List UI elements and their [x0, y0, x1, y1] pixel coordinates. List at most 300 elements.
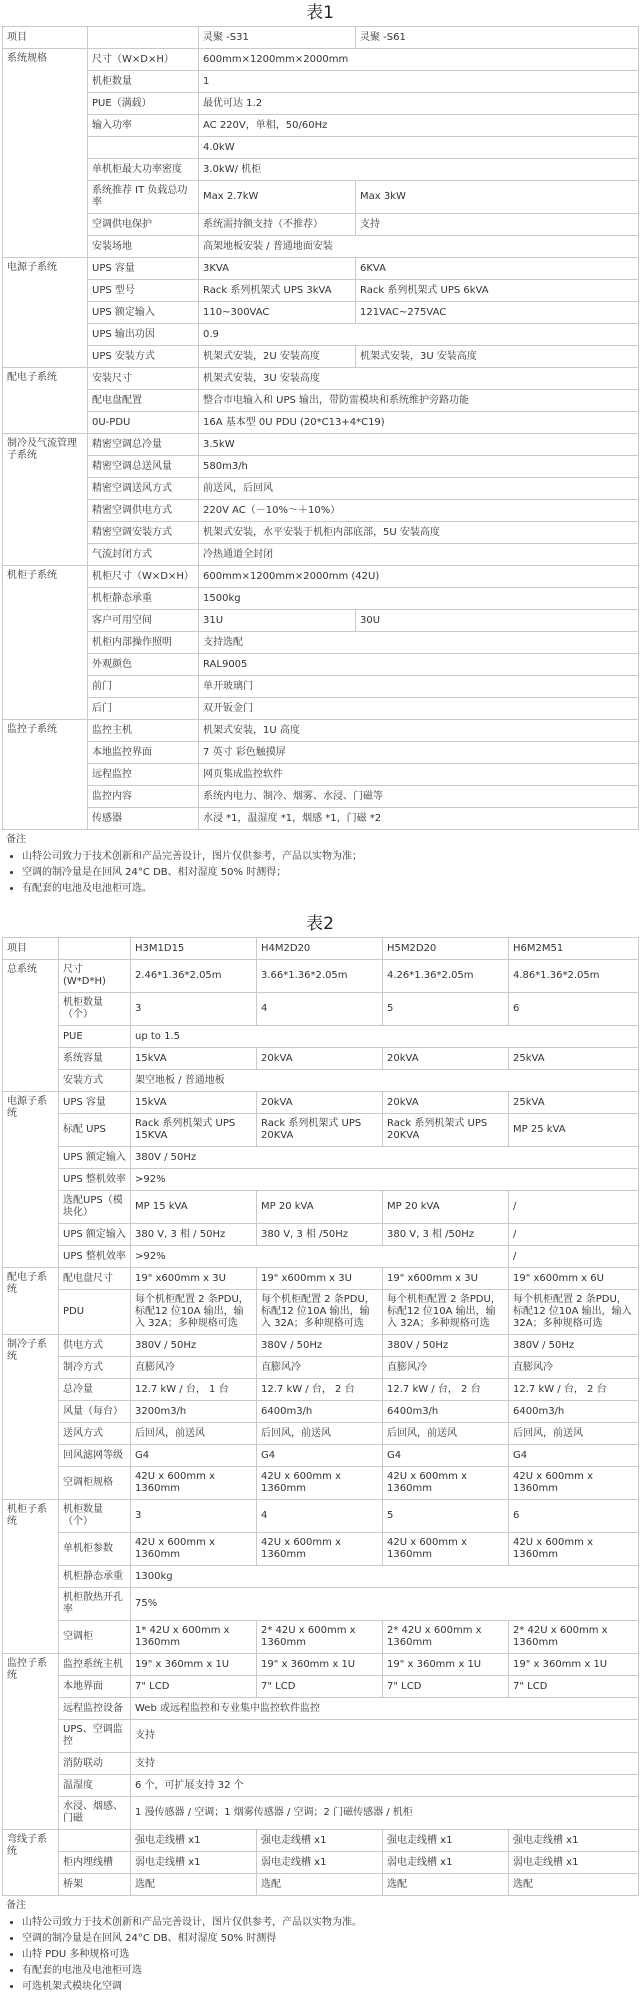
table-row: [3, 181, 639, 214]
value-cell: >92%: [131, 1246, 509, 1268]
group-label: 监控子系统: [3, 720, 88, 830]
value-cell: 19" x600mm x 6U: [509, 1268, 639, 1290]
value-cell: G4: [131, 1445, 257, 1467]
value-cell: 前送风，后回风: [199, 478, 639, 500]
value-cell: 30U: [356, 610, 639, 632]
table-row: [3, 1246, 639, 1268]
item-label: 配电盘配置: [88, 390, 199, 412]
item-label: 机柜尺寸（W×D×H）: [88, 566, 199, 588]
value-cell: AC 220V，单相，50/60Hz: [199, 115, 639, 137]
item-label: 单机柜最大功率密度: [88, 159, 199, 181]
item-label: 后门: [88, 698, 199, 720]
value-cell: 6KVA: [356, 258, 639, 280]
item-label: 系统推荐 IT 负载总功率: [88, 181, 199, 214]
item-label: 精密空调送风方式: [88, 478, 199, 500]
spec-table-2: [2, 937, 639, 1896]
value-cell: 380V / 50Hz: [131, 1147, 639, 1169]
group-label: 电源子系统: [3, 1092, 59, 1268]
table-row: [3, 324, 639, 346]
value-cell: 强电走线槽 x1: [509, 1830, 639, 1852]
spec-table-1: [2, 26, 639, 830]
table-row: [3, 137, 639, 159]
table-row: [3, 610, 639, 632]
item-label: UPS 安装方式: [88, 346, 199, 368]
group-label: 制冷及气流管理子系统: [3, 434, 88, 566]
value-cell: 16A 基本型 0U PDU (20*C13+4*C19): [199, 412, 639, 434]
value-cell: 系统内电力、制冷、烟雾、水浸、门磁等: [199, 786, 639, 808]
value-cell: 1: [199, 71, 639, 93]
table-row: [3, 71, 639, 93]
table-row: [3, 566, 639, 588]
item-label: 机柜数量: [88, 71, 199, 93]
header-cell: H6M2M51: [509, 938, 639, 960]
item-label: 本地监控界面: [88, 742, 199, 764]
item-label: UPS 型号: [88, 280, 199, 302]
table-header-row: [3, 938, 639, 960]
value-cell: 600mm×1200mm×2000mm: [199, 49, 639, 71]
item-label: 消防联动: [59, 1753, 131, 1775]
item-label: 机柜散热开孔率: [59, 1588, 131, 1621]
value-cell: 15kVA: [131, 1048, 257, 1070]
value-cell: /: [509, 1224, 639, 1246]
table-row: [3, 1379, 639, 1401]
table-row: [3, 1698, 639, 1720]
header-cell: H4M2D20: [257, 938, 383, 960]
header-cell: 灵聚 -S61: [356, 27, 639, 49]
value-cell: MP 15 kVA: [131, 1191, 257, 1224]
value-cell: MP 20 kVA: [383, 1191, 509, 1224]
table-row: [3, 1224, 639, 1246]
value-cell: 系统需持额支持（不推荐）: [199, 214, 356, 236]
value-cell: 19" x 360mm x 1U: [509, 1654, 639, 1676]
table1-notes: [0, 830, 640, 901]
value-cell: 5: [383, 1500, 509, 1533]
group-label: 总系统: [3, 960, 59, 1092]
value-cell: G4: [383, 1445, 509, 1467]
item-label: UPS、空调监控: [59, 1720, 131, 1753]
item-label: 送风方式: [59, 1423, 131, 1445]
table-row: [3, 478, 639, 500]
header-cell: 灵聚 -S31: [199, 27, 356, 49]
value-cell: 机架式安装，3U 安装高度: [356, 346, 639, 368]
value-cell: 7" LCD: [383, 1676, 509, 1698]
value-cell: 1300kg: [131, 1566, 639, 1588]
table-row: [3, 115, 639, 137]
item-label: 传感器: [88, 808, 199, 830]
table-row: [3, 808, 639, 830]
item-label: [59, 1830, 131, 1852]
table-row: [3, 1852, 639, 1874]
table-row: [3, 1654, 639, 1676]
value-cell: 380 V, 3 相 /50Hz: [383, 1224, 509, 1246]
table-row: [3, 1191, 639, 1224]
group-label: 机柜子系统: [3, 1500, 59, 1654]
value-cell: 19" x 360mm x 1U: [131, 1654, 257, 1676]
value-cell: 15kVA: [131, 1092, 257, 1114]
table-row: [3, 1048, 639, 1070]
value-cell: Rack 系列机架式 UPS 20KVA: [383, 1114, 509, 1147]
value-cell: Rack 系列机架式 UPS 3kVA: [199, 280, 356, 302]
value-cell: 31U: [199, 610, 356, 632]
value-cell: 19" x600mm x 3U: [383, 1268, 509, 1290]
value-cell: 3.0kW/ 机柜: [199, 159, 639, 181]
value-cell: 1500kg: [199, 588, 639, 610]
table-row: [3, 346, 639, 368]
item-label: 制冷方式: [59, 1357, 131, 1379]
header-cell: H3M1D15: [131, 938, 257, 960]
table-row: [3, 1621, 639, 1654]
table-row: [3, 1500, 639, 1533]
value-cell: 12.7 kW / 台， 2 台: [257, 1379, 383, 1401]
value-cell: 强电走线槽 x1: [257, 1830, 383, 1852]
value-cell: 3: [131, 1500, 257, 1533]
table-row: [3, 500, 639, 522]
header-cell: [59, 938, 131, 960]
item-label: 配电盘尺寸: [59, 1268, 131, 1290]
value-cell: 每个机柜配置 2 条PDU，标配12 位10A 输出，输入 32A；多种规格可选: [257, 1290, 383, 1335]
table-row: [3, 786, 639, 808]
value-cell: 网页集成监控软件: [199, 764, 639, 786]
group-label: 弯线子系统: [3, 1830, 59, 1896]
item-label: 水浸、烟感、门磁: [59, 1797, 131, 1830]
value-cell: 6400m3/h: [257, 1401, 383, 1423]
table-row: [3, 1445, 639, 1467]
item-label: 远程监控设备: [59, 1698, 131, 1720]
item-label: UPS 容量: [88, 258, 199, 280]
value-cell: 6400m3/h: [383, 1401, 509, 1423]
item-label: 回风滤网等级: [59, 1445, 131, 1467]
value-cell: Web 或远程监控和专业集中监控软件监控: [131, 1698, 639, 1720]
notes-title: 备注: [6, 1900, 26, 1911]
value-cell: 12.7 kW / 台， 2 台: [383, 1379, 509, 1401]
value-cell: 12.7 kW / 台， 1 台: [131, 1379, 257, 1401]
table-row: [3, 1114, 639, 1147]
value-cell: Rack 系列机架式 UPS 20KVA: [257, 1114, 383, 1147]
table-row: [3, 742, 639, 764]
value-cell: MP 25 kVA: [509, 1114, 639, 1147]
notes-list: [6, 849, 634, 897]
value-cell: 选配: [383, 1874, 509, 1896]
value-cell: 19" x 360mm x 1U: [383, 1654, 509, 1676]
value-cell: 6 个，可扩展支持 32 个: [131, 1775, 639, 1797]
value-cell: >92%: [131, 1169, 639, 1191]
value-cell: 2* 42U x 600mm x 1360mm: [383, 1621, 509, 1654]
value-cell: /: [509, 1191, 639, 1224]
table-row: [3, 159, 639, 181]
value-cell: 3.5kW: [199, 434, 639, 456]
item-label: 机柜内部操作照明: [88, 632, 199, 654]
item-label: UPS 整机效率: [59, 1169, 131, 1191]
value-cell: 6: [509, 993, 639, 1026]
value-cell: 42U x 600mm x 1360mm: [509, 1467, 639, 1500]
value-cell: 121VAC~275VAC: [356, 302, 639, 324]
group-label: 系统规格: [3, 49, 88, 258]
header-cell: 项目: [3, 938, 59, 960]
table-row: [3, 214, 639, 236]
note-item: • 有配套的电池及电池柜可选: [22, 1963, 634, 1979]
table-row: [3, 1290, 639, 1335]
item-label: 温湿度: [59, 1775, 131, 1797]
value-cell: 双开钣金门: [199, 698, 639, 720]
item-label: 精密空调总送风量: [88, 456, 199, 478]
item-label: 风量（每台）: [59, 1401, 131, 1423]
table-row: [3, 280, 639, 302]
note-item: • 空调的制冷量是在回风 24°C DB、相对湿度 50% 时测得: [22, 1931, 634, 1947]
group-label: 电源子系统: [3, 258, 88, 368]
value-cell: 高架地板安装 / 普通地面安装: [199, 236, 639, 258]
item-label: 客户可用空间: [88, 610, 199, 632]
item-label: 机柜静态承重: [88, 588, 199, 610]
item-label: UPS 整机效率: [59, 1246, 131, 1268]
value-cell: 4.26*1.36*2.05m: [383, 960, 509, 993]
table-row: [3, 412, 639, 434]
table-row: [3, 588, 639, 610]
item-label: 机柜数量（个）: [59, 993, 131, 1026]
value-cell: 机架式安装，2U 安装高度: [199, 346, 356, 368]
table-header-row: [3, 27, 639, 49]
table-row: [3, 1775, 639, 1797]
value-cell: 直膨风冷: [383, 1357, 509, 1379]
note-item: • 有配套的电池及电池柜可选。: [22, 881, 634, 897]
value-cell: 380V / 50Hz: [257, 1335, 383, 1357]
group-label: 制冷子系统: [3, 1335, 59, 1500]
value-cell: 20kVA: [383, 1048, 509, 1070]
value-cell: 弱电走线槽 x1: [257, 1852, 383, 1874]
value-cell: 支持: [356, 214, 639, 236]
item-label: 尺寸 (W*D*H): [59, 960, 131, 993]
note-item: • 可选机架式模块化空调: [22, 1979, 634, 1995]
value-cell: 580m3/h: [199, 456, 639, 478]
item-label: 空调柜规格: [59, 1467, 131, 1500]
value-cell: 3: [131, 993, 257, 1026]
item-label: 本地界面: [59, 1676, 131, 1698]
item-label: 安装尺寸: [88, 368, 199, 390]
item-label: 监控主机: [88, 720, 199, 742]
value-cell: 42U x 600mm x 1360mm: [383, 1533, 509, 1566]
item-label: 外观颜色: [88, 654, 199, 676]
table-row: [3, 434, 639, 456]
value-cell: 600mm×1200mm×2000mm (42U): [199, 566, 639, 588]
value-cell: 2* 42U x 600mm x 1360mm: [509, 1621, 639, 1654]
value-cell: 3200m3/h: [131, 1401, 257, 1423]
item-label: 0U-PDU: [88, 412, 199, 434]
table-row: [3, 1070, 639, 1092]
group-label: 机柜子系统: [3, 566, 88, 720]
item-label: 单机柜参数: [59, 1533, 131, 1566]
value-cell: 直膨风冷: [131, 1357, 257, 1379]
value-cell: 42U x 600mm x 1360mm: [509, 1533, 639, 1566]
value-cell: 单开玻璃门: [199, 676, 639, 698]
value-cell: 12.7 kW / 台， 2 台: [509, 1379, 639, 1401]
value-cell: 支持: [131, 1753, 639, 1775]
value-cell: 19" x600mm x 3U: [257, 1268, 383, 1290]
table-row: [3, 1874, 639, 1896]
table-row: [3, 1588, 639, 1621]
table-row: [3, 1423, 639, 1445]
table-row: [3, 1533, 639, 1566]
value-cell: 20kVA: [257, 1048, 383, 1070]
group-label: 配电子系统: [3, 1268, 59, 1335]
value-cell: 2.46*1.36*2.05m: [131, 960, 257, 993]
value-cell: 6400m3/h: [509, 1401, 639, 1423]
item-label: 桥架: [59, 1874, 131, 1896]
value-cell: G4: [509, 1445, 639, 1467]
table-row: [3, 390, 639, 412]
value-cell: G4: [257, 1445, 383, 1467]
table-row: [3, 1676, 639, 1698]
value-cell: 4: [257, 1500, 383, 1533]
value-cell: 7" LCD: [509, 1676, 639, 1698]
value-cell: 380V / 50Hz: [509, 1335, 639, 1357]
value-cell: 直膨风冷: [509, 1357, 639, 1379]
value-cell: 19" x600mm x 3U: [131, 1268, 257, 1290]
table-row: [3, 1753, 639, 1775]
value-cell: 2* 42U x 600mm x 1360mm: [257, 1621, 383, 1654]
value-cell: Max 3kW: [356, 181, 639, 214]
value-cell: up to 1.5: [131, 1026, 639, 1048]
value-cell: 7" LCD: [131, 1676, 257, 1698]
value-cell: 42U x 600mm x 1360mm: [131, 1467, 257, 1500]
item-label: 安装场地: [88, 236, 199, 258]
value-cell: 每个机柜配置 2 条PDU，标配12 位10A 输出，输入 32A；多种规格可选: [509, 1290, 639, 1335]
value-cell: 7 英寸 彩色触摸屏: [199, 742, 639, 764]
item-label: PDU: [59, 1290, 131, 1335]
value-cell: 5: [383, 993, 509, 1026]
value-cell: 110~300VAC: [199, 302, 356, 324]
value-cell: Rack 系列机架式 UPS 6kVA: [356, 280, 639, 302]
item-label: [88, 137, 199, 159]
table-row: [3, 720, 639, 742]
value-cell: /: [509, 1246, 639, 1268]
value-cell: 4.0kW: [199, 137, 639, 159]
notes-list: [6, 1915, 634, 1995]
value-cell: 直膨风冷: [257, 1357, 383, 1379]
table-row: [3, 993, 639, 1026]
item-label: 前门: [88, 676, 199, 698]
table-row: [3, 1467, 639, 1500]
table-row: [3, 654, 639, 676]
item-label: 精密空调安装方式: [88, 522, 199, 544]
value-cell: 机架式安装，3U 安装高度: [199, 368, 639, 390]
value-cell: 220V AC（－10%～＋10%）: [199, 500, 639, 522]
table-row: [3, 764, 639, 786]
value-cell: MP 20 kVA: [257, 1191, 383, 1224]
value-cell: 42U x 600mm x 1360mm: [131, 1533, 257, 1566]
table-row: [3, 302, 639, 324]
value-cell: 机架式安装，水平安装于机柜内部底部，5U 安装高度: [199, 522, 639, 544]
value-cell: 支持: [131, 1720, 639, 1753]
value-cell: 3KVA: [199, 258, 356, 280]
value-cell: 后回风，前送风: [509, 1423, 639, 1445]
table-row: [3, 1169, 639, 1191]
item-label: 总冷量: [59, 1379, 131, 1401]
table-row: [3, 1092, 639, 1114]
note-item: • 山特 PDU 多种规格可选: [22, 1947, 634, 1963]
table-row: [3, 1830, 639, 1852]
table-row: [3, 1566, 639, 1588]
value-cell: 42U x 600mm x 1360mm: [257, 1533, 383, 1566]
item-label: 空调柜: [59, 1621, 131, 1654]
value-cell: 强电走线槽 x1: [131, 1830, 257, 1852]
value-cell: 1* 42U x 600mm x 1360mm: [131, 1621, 257, 1654]
item-label: 安装方式: [59, 1070, 131, 1092]
value-cell: 机架式安装，1U 高度: [199, 720, 639, 742]
value-cell: 75%: [131, 1588, 639, 1621]
item-label: 输入功率: [88, 115, 199, 137]
item-label: 监控系统主机: [59, 1654, 131, 1676]
table-row: [3, 1357, 639, 1379]
table-row: [3, 522, 639, 544]
value-cell: 380 V, 3 相 / 50Hz: [131, 1224, 257, 1246]
value-cell: 最优可达 1.2: [199, 93, 639, 115]
value-cell: 19" x 360mm x 1U: [257, 1654, 383, 1676]
value-cell: RAL9005: [199, 654, 639, 676]
value-cell: Max 2.7kW: [199, 181, 356, 214]
value-cell: 选配: [131, 1874, 257, 1896]
table-row: [3, 1026, 639, 1048]
value-cell: 20kVA: [257, 1092, 383, 1114]
item-label: UPS 输出功因: [88, 324, 199, 346]
value-cell: 弱电走线槽 x1: [509, 1852, 639, 1874]
value-cell: 20kVA: [383, 1092, 509, 1114]
notes-title: 备注: [6, 834, 26, 845]
note-item: • 空调的制冷量是在回风 24°C DB、相对湿度 50% 时测得；: [22, 865, 634, 881]
value-cell: 强电走线槽 x1: [383, 1830, 509, 1852]
header-cell: 项目: [3, 27, 88, 49]
value-cell: 42U x 600mm x 1360mm: [383, 1467, 509, 1500]
item-label: 监控内容: [88, 786, 199, 808]
value-cell: 380 V, 3 相 /50Hz: [257, 1224, 383, 1246]
value-cell: 0.9: [199, 324, 639, 346]
table-row: [3, 368, 639, 390]
table-row: [3, 960, 639, 993]
value-cell: 每个机柜配置 2 条PDU，标配12 位10A 输出，输入 32A；多种规格可选: [131, 1290, 257, 1335]
value-cell: 后回风，前送风: [257, 1423, 383, 1445]
header-cell: [88, 27, 199, 49]
value-cell: 380V / 50Hz: [383, 1335, 509, 1357]
value-cell: 3.66*1.36*2.05m: [257, 960, 383, 993]
value-cell: 4: [257, 993, 383, 1026]
value-cell: 后回风，前送风: [131, 1423, 257, 1445]
table-row: [3, 456, 639, 478]
value-cell: 弱电走线槽 x1: [131, 1852, 257, 1874]
item-label: 精密空调供电方式: [88, 500, 199, 522]
table-row: [3, 698, 639, 720]
value-cell: 支持选配: [199, 632, 639, 654]
table-row: [3, 236, 639, 258]
note-item: • 山特公司致力于技术创新和产品完善设计，图片仅供参考，产品以实物为准。: [22, 1915, 634, 1931]
value-cell: 42U x 600mm x 1360mm: [257, 1467, 383, 1500]
table2-title: 表2: [306, 914, 334, 934]
item-label: 空调供电保护: [88, 214, 199, 236]
value-cell: 冷热通道全封闭: [199, 544, 639, 566]
value-cell: 选配: [509, 1874, 639, 1896]
item-label: 尺寸（W×D×H）: [88, 49, 199, 71]
item-label: 精密空调总冷量: [88, 434, 199, 456]
value-cell: 水浸 *1，温湿度 *1，烟感 *1，门磁 *2: [199, 808, 639, 830]
item-label: PUE（满载）: [88, 93, 199, 115]
table-row: [3, 258, 639, 280]
item-label: UPS 额定输入: [59, 1147, 131, 1169]
item-label: 气流封闭方式: [88, 544, 199, 566]
value-cell: 整合市电输入和 UPS 输出，带防雷模块和系统维护旁路功能: [199, 390, 639, 412]
item-label: 系统容量: [59, 1048, 131, 1070]
item-label: 标配 UPS: [59, 1114, 131, 1147]
table-row: [3, 1147, 639, 1169]
value-cell: 7" LCD: [257, 1676, 383, 1698]
item-label: 选配UPS（模块化）: [59, 1191, 131, 1224]
value-cell: 弱电走线槽 x1: [383, 1852, 509, 1874]
